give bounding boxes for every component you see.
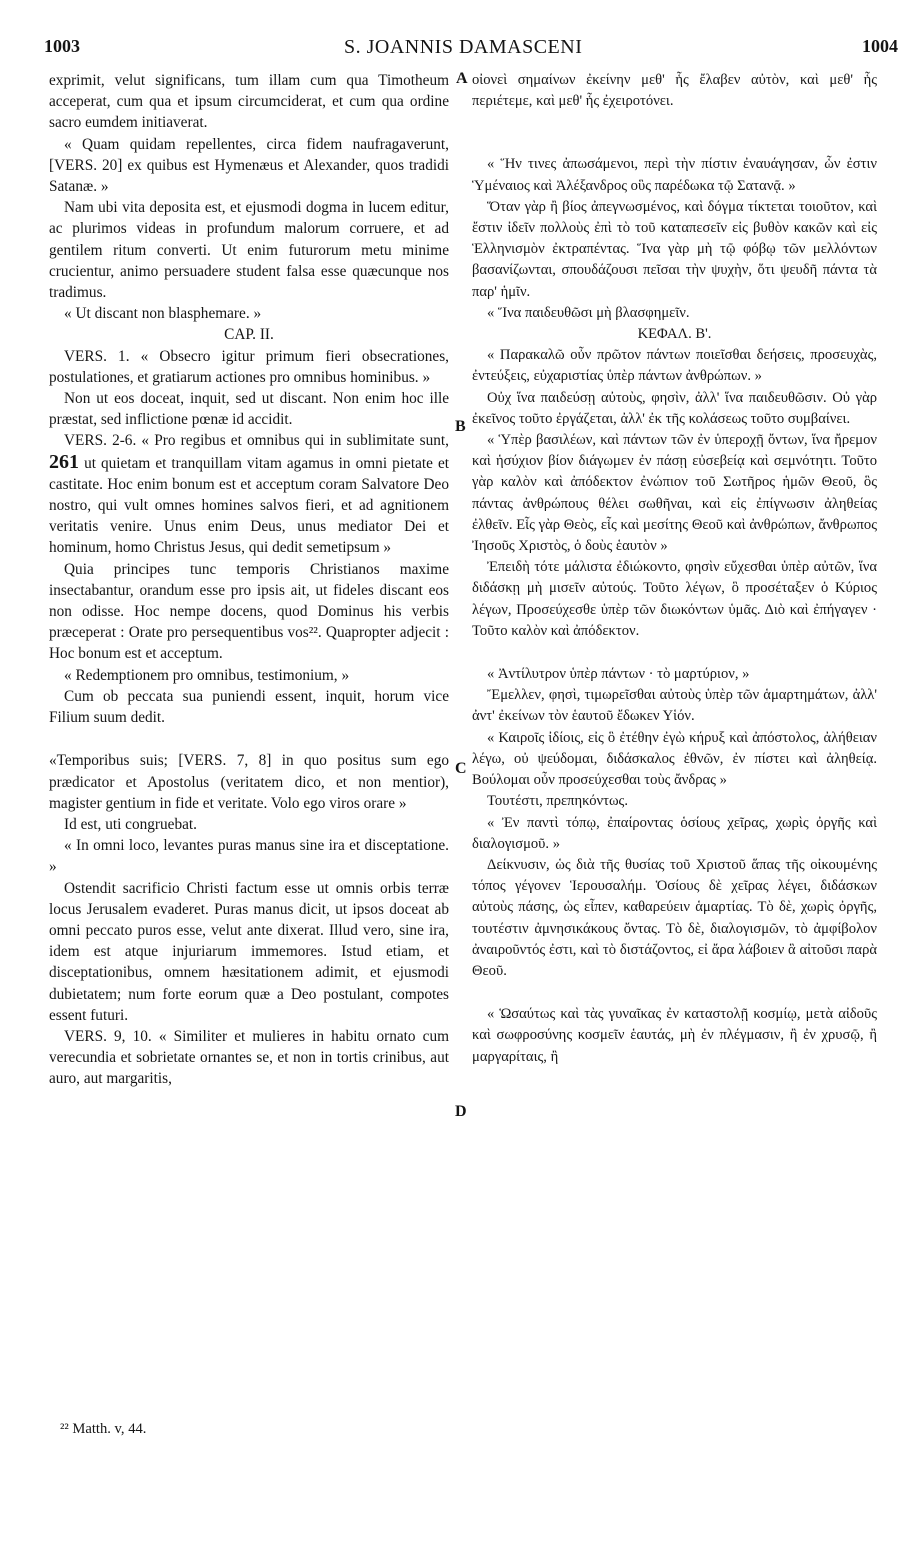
footnote: ²² Matth. v, 44. — [60, 1421, 147, 1437]
latin-paragraph: «Temporibus suis; [VERS. 7, 8] in quo positus sum ego prædicator et Apostolus (veritatem dico, et non mentior), magister gentium in fide et veritate. Volo ego viros orare » — [49, 752, 449, 812]
latin-text: ut quietam et tranquillam vitam agamus in omni pietate et castitate. Hoc enim bonum est et acceptum coram Salvatore Deo nostro, qui vult omnes homines salvos fieri, et ad agnitionem veritatis venire. Unus enim Deus, unus mediator Dei et hominum, homo Christus Jesus, qui dedit semetipsum » — [49, 454, 449, 557]
greek-paragraph: Ἔμελλεν, φησὶ, τιμωρεῖσθαι αὐτοὺς ὑπὲρ τῶν ἁμαρτημάτων, ἀλλ' ἀντ' ἐκείνων τὸν ἑαυτοῦ ἔδωκεν Υἱόν. — [472, 687, 877, 725]
margin-letter-c: C — [455, 760, 467, 777]
latin-paragraph: exprimit, velut significans, tum illam cum qua Timotheum acceperat, cum qua et ipsum circumciderat, et cum qua ordine sacro eumdem initiaverat. — [49, 72, 449, 132]
greek-paragraph: « Ἀντίλυτρον ὑπὲρ πάντων · τὸ μαρτύριον, » — [487, 666, 750, 683]
latin-column — [49, 70, 449, 1090]
greek-paragraph: « Ἥν τινες ἀπωσάμενοι, περὶ τὴν πίστιν ἐναυάγησαν, ὧν ἐστιν Ὑμέναιος καὶ Ἀλέξανδρος οὓς παρέδωκα τῷ Σατανᾷ. » — [472, 156, 877, 194]
latin-paragraph: Nam ubi vita deposita est, et ejusmodi dogma in lucem editur, ac plurimos videas in profundum malorum corruere, et ad gentilem ritum converti. Ut enim futurorum metu minime crucientur, animo persuadere student falsa esse quæcunque nos tradimus. — [49, 199, 449, 302]
latin-paragraph: « Quam quidam repellentes, circa fidem naufragaverunt, [VERS. 20] ex quibus est Hymenæus et Alexander, quos tradidi Satanæ. » — [49, 135, 449, 196]
latin-paragraph: « In omni loco, levantes puras manus sine ira et disceptatione. » — [49, 837, 449, 876]
margin-letter-d: D — [455, 1103, 467, 1120]
greek-column — [472, 70, 877, 1068]
latin-text: VERS. 2-6. « Pro regibus et omnibus qui in sublimitate sunt, — [64, 432, 449, 450]
greek-paragraph: Τουτέστι, πρεπηκόντως. — [487, 793, 628, 810]
latin-paragraph — [49, 430, 449, 558]
latin-paragraph: Quia principes tunc temporis Christianos maxime insectabantur, orandum esse pro ipsis ait, ut fideles discant eos non odisse. Hoc nempe docens, quod Dominus his verbis præceperat : Orate pro persequentibus vos²². Quapropter adjecit : Hoc bonum est et acceptum. — [49, 560, 449, 663]
greek-paragraph: Δείκνυσιν, ὡς διὰ τῆς θυσίας τοῦ Χριστοῦ ἅπας τῆς οἰκουμένης τόπος γέγονεν Ἱερουσαλήμ. Ὁσίους δὲ χεῖρας λέγει, διδάσκων αὐτοὺς πάσης, ὡς εἶπεν, καθαρεύειν ἁμαρτίας. Τὸ δὲ, χωρὶς ὀργῆς, τουτέστιν ἀμνησικάκους ὄντας. Τὸ δὲ, διαλογισμῶν, τὸ ἀμφίβολον ἀναιροῦντός ἐστι, καὶ τὸ διστάζοντος, εἰ ἄρα λάβοιεν ἃ αἰτοῦσι παρὰ Θεοῦ. — [472, 856, 877, 979]
greek-chapter-heading: ΚΕΦΑΛ. Β'. — [637, 326, 712, 343]
margin-letter-a: A — [456, 70, 468, 87]
greek-paragraph: οἰονεὶ σημαίνων ἐκείνην μεθ' ἧς ἔλαβεν αὐτὸν, καὶ μεθ' ἧς περιέτεμε, καὶ μεθ' ἧς ἐχειροτόνει. — [472, 72, 877, 110]
running-title: S. JOANNIS DAMASCENI — [344, 36, 583, 58]
latin-paragraph: Non ut eos doceat, inquit, sed ut discant. Non enim hoc ille præstat, sed inflictione pœnæ id accidit. — [49, 390, 449, 429]
page-number-left: 1003 — [44, 36, 80, 56]
page-number-right: 1004 — [862, 36, 898, 56]
greek-paragraph: Οὐχ ἵνα παιδεύσῃ αὐτοὺς, φησὶν, ἀλλ' ἵνα παιδευθῶσιν. Οὐ γὰρ ἐκεῖνος τοῦτο ἐργάζεται, ἀλλ' ἐκ τῆς κολάσεως τοῦτο συμβαίνει. — [472, 389, 877, 427]
column-number: 261 — [49, 450, 79, 473]
page-header — [44, 14, 898, 58]
greek-paragraph: Ὅταν γὰρ ἢ βίος ἀπεγνωσμένος, καὶ δόγμα τίκτεται τοιοῦτον, καὶ ἔστιν ἰδεῖν πολλοὺς ἐπὶ τὸ τοῦ καταπεσεῖν εἰς βυθὸν κακῶν καὶ εἰς Ἑλληνισμὸν ἐκτραπέντας. Ἵνα γὰρ μὴ τῷ φόβῳ τῶν μελλόντων βασανίζωνται, σπουδάζουσι πεῖσαι τὴν ψυχὴν, ὅτι ψευδῆ πάντα τὰ παρ' ἡμῖν. — [472, 198, 877, 300]
latin-paragraph: « Redemptionem pro omnibus, testimonium, » — [64, 666, 350, 684]
latin-paragraph: VERS. 1. « Obsecro igitur primum fieri obsecrationes, postulationes, et gratiarum actiones pro omnibus hominibus. » — [49, 347, 449, 386]
greek-paragraph: « Ἐν παντὶ τόπῳ, ἐπαίροντας ὁσίους χεῖρας, χωρὶς ὀργῆς καὶ διαλογισμοῦ. » — [472, 814, 877, 852]
latin-paragraph: Id est, uti congruebat. — [64, 815, 197, 833]
margin-letter-b: B — [455, 418, 466, 435]
greek-paragraph: Ἐπειδὴ τότε μάλιστα ἐδιώκοντο, φησὶν εὔχεσθαι ὑπὲρ αὐτῶν, ἵνα διδάσκῃ μὴ μισεῖν αὐτούς. Τοῦτο λέγων, ὃ προσέταξεν ὁ Κύριος λέγων, Προσεύχεσθε ὑπὲρ τῶν διωκόντων ὑμᾶς. Διὸ καὶ ἐπήγαγεν · Τοῦτο καλὸν καὶ ἀπόδεκτον. — [472, 559, 877, 639]
latin-paragraph: « Ut discant non blasphemare. » — [64, 305, 262, 323]
latin-chapter-heading: CAP. II. — [224, 326, 274, 344]
latin-paragraph: Ostendit sacrificio Christi factum esse ut omnis orbis terræ locus Jerusalem evaderet. Puras manus dicit, ut ipsos doceat ab omni peccato puros esse, velut ante dixerat. Illud vero, sine ira, idem est atque injuriarum immemores. Istud etiam, et disceptationibus, omnem hæsitationem adimit, et ejusmodi dubietatem; num forte eorum quæ a Deo postulant, compotes essent futuri. — [49, 879, 449, 1024]
greek-paragraph: « Καιροῖς ἰδίοις, εἰς ὃ ἐτέθην ἐγὼ κήρυξ καὶ ἀπόστολος, ἀλήθειαν λέγω, οὐ ψεύδομαι, διδάσκαλος ἐθνῶν, ἐν πίστει καὶ ἀληθείᾳ. Βούλομαι οὖν προσεύχεσθαι τοὺς ἄνδρας » — [472, 729, 877, 789]
latin-paragraph: Cum ob peccata sua puniendi essent, inquit, horum vice Filium suum dedit. — [49, 687, 449, 727]
greek-paragraph: « Ὑπὲρ βασιλέων, καὶ πάντων τῶν ἐν ὑπεροχῇ ὄντων, ἵνα ἤρεμον καὶ ἡσύχιον βίον διάγωμεν ἐν πάσῃ εὐσεβείᾳ καὶ σεμνότητι. Τοῦτο γὰρ καλὸν καὶ ἀπόδεκτον ἐνώπιον τοῦ Σωτῆρος ἡμῶν Θεοῦ, ὃς πάντας ἀνθρώπους θέλει σωθῆναι, καὶ εἰς ἐπίγνωσιν ἀληθείας ἐλθεῖν. Εἷς γὰρ Θεὸς, εἷς καὶ μεσίτης Θεοῦ καὶ ἀνθρώπων, ἄνθρωπος Ἰησοῦς Χριστὸς, ὁ δοὺς ἑαυτὸν » — [472, 432, 877, 555]
latin-paragraph: VERS. 9, 10. « Similiter et mulieres in habitu ornato cum verecundia et sobrietate ornantes se, et non in tortis crinibus, aut auro, aut margaritis, — [49, 1027, 449, 1088]
greek-paragraph: « Ὡσαύτως καὶ τὰς γυναῖκας ἐν καταστολῇ κοσμίῳ, μετὰ αἰδοῦς καὶ σωφροσύνης κοσμεῖν ἑαυτάς, μὴ ἐν πλέγμασιν, ἢ ἐν χρυσῷ, ἢ μαργαρίταις, ἢ — [472, 1006, 877, 1065]
greek-paragraph: « Ἵνα παιδευθῶσι μὴ βλασφημεῖν. — [487, 304, 690, 321]
greek-paragraph: « Παρακαλῶ οὖν πρῶτον πάντων ποιεῖσθαι δεήσεις, προσευχὰς, ἐντεύξεις, εὐχαριστίας ὑπὲρ πάντων ἀνθρώπων. » — [472, 347, 877, 385]
